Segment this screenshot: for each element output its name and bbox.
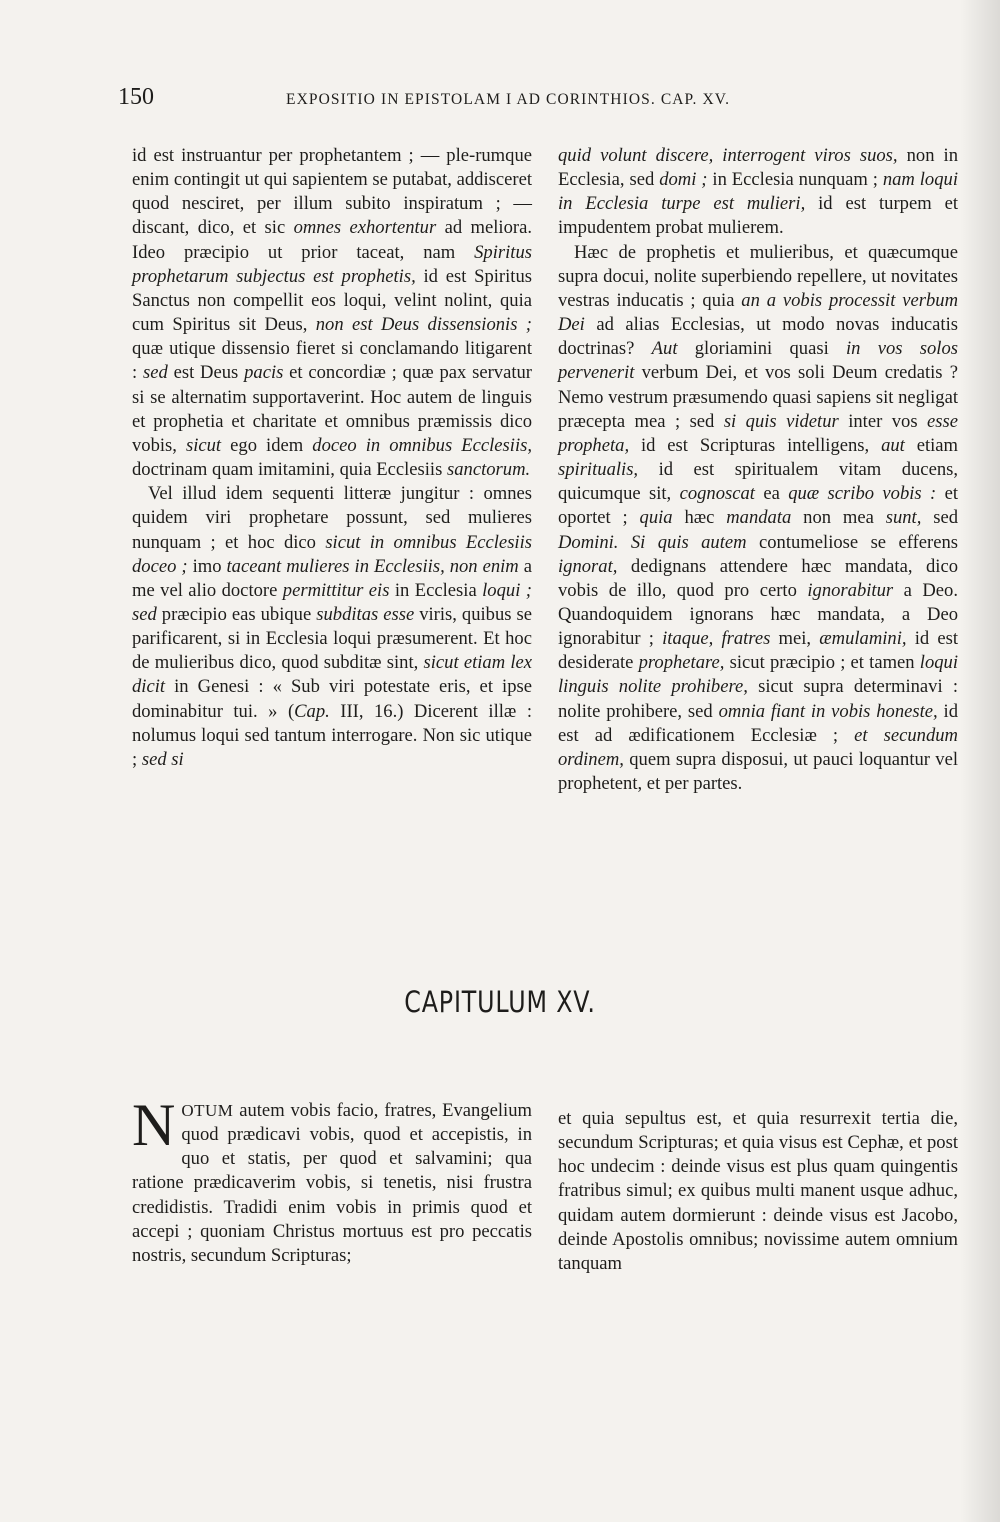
text-run: Cap. <box>294 700 330 722</box>
text-run: a Deo. Quandoquidem ignorans hæc mandata, a Deo ignorabitur ; <box>558 579 958 650</box>
upper-left-paragraph-1 <box>132 144 532 482</box>
text-run: cognoscat <box>679 483 755 505</box>
text-run: et secundum ordinem, <box>558 724 958 770</box>
text-run: mandata <box>726 507 792 529</box>
text-run: pacis <box>244 362 284 384</box>
text-run: taceant mulieres in Ecclesiis, non enim <box>226 555 519 577</box>
text-run: id est turpem et impudentem probat mulierem. <box>558 193 958 239</box>
upper-right-column <box>558 144 958 796</box>
text-run: itaque, fratres <box>662 628 771 650</box>
text-run: et concordiæ ; quæ pax servatur si se alternatim supportaverint. Hoc autem de linguis et prophetia et charitate et omnibus præmissis dico vobis, <box>132 362 532 456</box>
lead-word: OTUM <box>181 1101 234 1120</box>
text-run: loqui ; sed <box>132 579 532 625</box>
text-run: etiam <box>904 434 958 456</box>
text-run: sicut supra determinavi : nolite prohibere, sed <box>558 676 958 722</box>
text-run: ego idem <box>221 434 313 456</box>
text-run: et oportet ; <box>558 483 958 529</box>
text-run: nam loqui in Ecclesia turpe est mulieri, <box>558 169 958 215</box>
text-run: id est Scripturas intelligens, <box>629 434 882 456</box>
drop-cap: N <box>132 1092 176 1158</box>
text-run: gloriamini quasi <box>677 338 846 360</box>
text-run: dedignans attendere hæc mandata, dico vobis de illo, quod pro certo <box>558 555 958 601</box>
text-run: ad alias Ecclesias, ut modo novas inducatis doctrinas? <box>558 314 958 360</box>
text-run: an a vobis processit verbum Dei <box>558 289 958 336</box>
upper-left-paragraph-2 <box>132 482 532 772</box>
text-run: id est ad ædificationem Ecclesiæ ; <box>558 700 958 746</box>
text-run: subditas esse <box>316 603 415 625</box>
text-run: ignorat, <box>558 555 618 577</box>
text-run: Domini. Si quis autem <box>558 531 747 553</box>
text-run: est Deus <box>167 362 245 384</box>
text-run: in Genesi : « Sub viri potestate eris, et ipse dominabitur tui. » ( <box>132 676 532 722</box>
text-run: id est instruantur per prophetantem ; — ple-rumque enim contingit ut qui sapientem se putabat, addisceret quod nesciret, per illum subito inspiratum ; — discant, dico, et sic <box>132 145 532 239</box>
chapter-right-column <box>558 1107 958 1276</box>
text-run: imo <box>187 555 227 577</box>
upper-right-paragraph-1 <box>558 144 958 241</box>
chapter-left-text: autem vobis facio, fratres, Evangelium quod prædicavi vobis, quod et accepistis, in quo et statis, per quod et salvamini; qua ratione prædicaverim vobis, si tenetis, nisi frustra credidistis. Tradidi enim vobis in primis quod et accepi ; quoniam Christus mortuus est pro peccatis nostris, secundum Scripturas; <box>132 1100 532 1266</box>
text-run: sed <box>142 362 168 384</box>
text-run: ea <box>754 483 789 505</box>
page-number: 150 <box>118 84 154 110</box>
text-run: æmulamini, <box>819 628 907 650</box>
text-run: verbum Dei, et vos soli Deum credatis ? Nemo vestrum præsumendo quasi sapiens sit negligat præcepta mea ; sed <box>558 362 958 432</box>
text-run: sanctorum. <box>447 459 531 481</box>
text-run: prophetare, <box>638 652 725 674</box>
text-run: præcipio eas ubique <box>156 603 317 625</box>
running-title: EXPOSITIO IN EPISTOLAM I AD CORINTHIOS. CAP. XV. <box>286 91 731 108</box>
text-run: inter vos <box>838 410 927 432</box>
text-run: loqui linguis nolite prohibere, <box>558 652 959 698</box>
chapter-opening-paragraph <box>132 1092 532 1268</box>
text-run: id est spiritualem vitam ducens, quicumque sit, <box>558 459 958 505</box>
text-run: non mea <box>791 507 886 529</box>
upper-left-column <box>132 144 532 772</box>
text-run: Vel illud idem sequenti litteræ jungitur : omnes quidem viri prophetare possunt, sed mulieres nunquam ; et hoc dico <box>132 483 532 553</box>
text-run: in Ecclesia nunquam ; <box>707 169 883 191</box>
text-run: in vos solos pervenerit <box>558 338 959 384</box>
text-run: aut <box>881 434 905 456</box>
text-run: III, 16.) Dicerent illæ : nolumus loqui sed tantum interrogare. Non sic utique ; <box>132 700 532 770</box>
chapter-heading: CAPITULUM XV. <box>404 985 596 1019</box>
text-run: Spiritus prophetarum subjectus est prophetis, <box>132 241 532 287</box>
text-run: mei, <box>770 628 820 650</box>
text-run: sicut in omnibus Ecclesiis doceo ; <box>132 531 532 577</box>
text-run: sicut <box>185 434 222 456</box>
text-run: sunt, <box>885 507 922 529</box>
text-run: doceo in omnibus Ecclesiis, <box>312 434 532 456</box>
text-run: quem supra disposui, ut pauci loquantur vel prophetent, et per partes. <box>558 748 958 795</box>
text-run: si quis videtur <box>723 410 839 432</box>
text-run: non in Ecclesia, sed <box>558 145 958 191</box>
text-run: viris, quibus se parificarent, si in Ecclesia loqui præsumerent. Et hoc de mulieribus dico, quod subditæ sint, <box>132 603 533 674</box>
text-run: spiritualis, <box>558 459 639 481</box>
running-head <box>118 84 958 114</box>
text-run: omnia fiant in vobis honeste, <box>718 700 938 722</box>
text-run: omnes exhortentur <box>293 217 437 239</box>
text-run: non est Deus dissensionis ; <box>315 314 532 336</box>
text-run: quia <box>639 507 673 529</box>
text-run: Hæc de prophetis et mulieribus, et quæcumque supra docui, nolite superbiendo repellere, ut novitates vestras inducatis ; quia <box>558 241 958 311</box>
text-run: permittitur eis <box>282 579 390 601</box>
text-run: quid volunt discere, interrogent viros suos, <box>558 145 898 166</box>
text-run: quæ utique dissensio fieret si conclamando litigarent : <box>132 338 532 384</box>
text-run: sicut præcipio ; et tamen <box>724 652 920 674</box>
chapter-right-text: et quia sepultus est, et quia resurrexit tertia die, secundum Scripturas; et quia visus est Cephæ, et post hoc undecim : deinde visus est plus quam quingentis fratribus simul; ex quibus multi manent usque adhuc, quidam autem dormierunt : deinde visus est Jacobo, deinde Apostolis omnibus; novissime autem omnium tanquam <box>558 1108 958 1274</box>
text-run: id est Spiritus Sanctus non compellit eos loqui, velint nolint, quia cum Spiritus sit Deus, <box>132 265 532 336</box>
text-run: a me vel alio doctore <box>132 555 532 601</box>
page-edge-shadow <box>960 0 1000 1522</box>
text-run: sed si <box>141 748 184 770</box>
text-run: id est desiderate <box>558 628 958 674</box>
text-run: esse propheta, <box>558 410 958 456</box>
text-run: doctrinam quam imitamini, quia Ecclesiis <box>132 459 447 481</box>
text-run: sicut etiam lex dicit <box>132 652 532 698</box>
text-run: domi ; <box>659 169 708 191</box>
text-run: contumeliose se efferens <box>746 531 959 553</box>
chapter-left-column <box>132 1092 532 1268</box>
text-run: sed <box>921 507 958 529</box>
text-run: hæc <box>672 507 727 529</box>
text-run: quæ scribo vobis : <box>788 483 937 505</box>
text-run: ad meliora. Ideo præcipio ut prior taceat, nam <box>132 217 532 263</box>
text-run: ignorabitur <box>807 579 894 601</box>
upper-right-paragraph-2 <box>558 241 958 797</box>
text-run: in Ecclesia <box>389 579 483 601</box>
text-run: Aut <box>651 338 678 360</box>
